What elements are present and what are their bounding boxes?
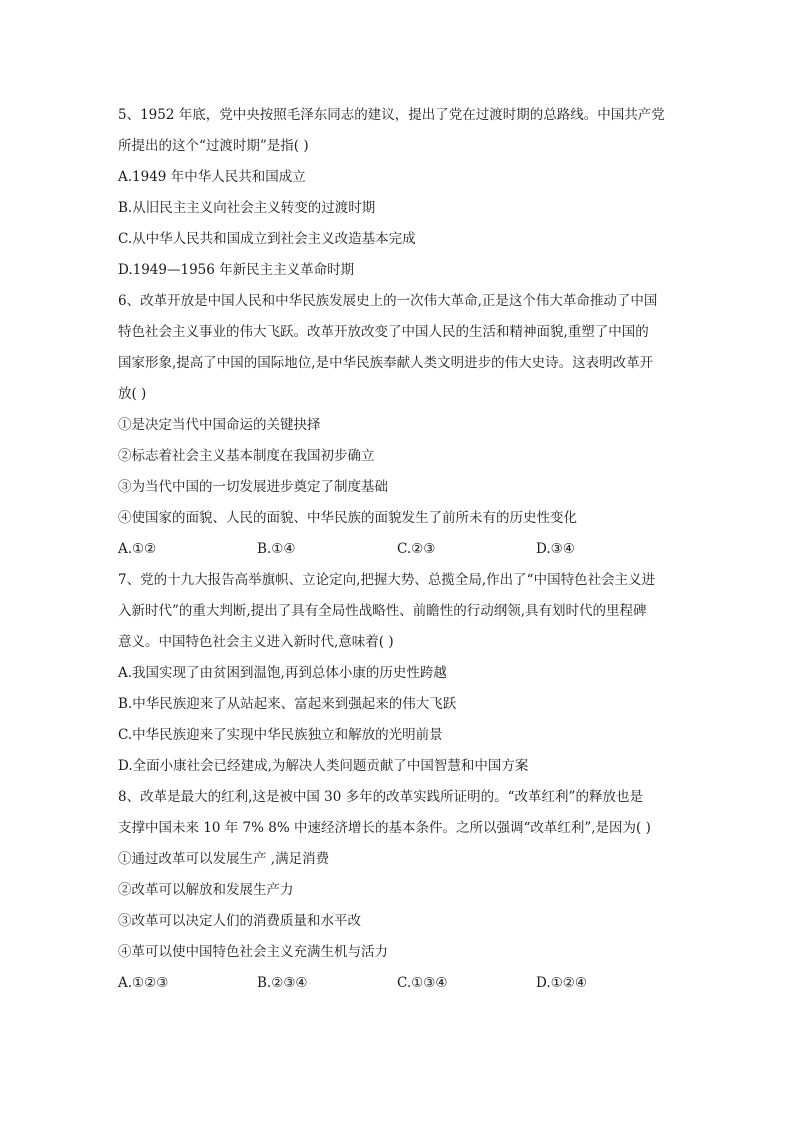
choice-d: D.③④ <box>536 541 575 557</box>
question-7 <box>118 565 678 782</box>
choice-c: C.②③ <box>397 541 436 557</box>
choice-row <box>118 968 678 999</box>
choice-a: A.①②③ <box>118 975 169 991</box>
question-stem-line: 8、改革是最大的红利,这是被中国 30 多年的改革实践所证明的。“改革红利”的释放也是 <box>118 789 643 805</box>
statement-4: ④革可以使中国特色社会主义充满生机与活力 <box>118 944 388 960</box>
question-stem-line: 特色社会主义事业的伟大飞跃。改革开放改变了中国人民的生活和精神面貌,重塑了中国的 <box>118 324 649 340</box>
question-stem-line: 国家形象,提高了中国的国际地位,是中华民族奉献人类文明进步的伟大史诗。这表明改革开 <box>118 355 654 371</box>
answer-option-c: C.中华民族迎来了实现中华民族独立和解放的光明前景 <box>118 727 443 743</box>
question-stem-line: 所提出的这个“过渡时期”是指( ) <box>118 138 309 154</box>
question-stem-line: 意义。中国特色社会主义进入新时代,意味着( ) <box>118 634 394 650</box>
question-stem-line: 支撑中国未来 10 年 7% 8% 中速经济增长的基本条件。之所以强调“改革红利”,是因为( ) <box>118 820 651 836</box>
answer-option-b: B.从旧民主主义向社会主义转变的过渡时期 <box>118 200 376 216</box>
statement-3: ③为当代中国的一切发展进步奠定了制度基础 <box>118 479 388 495</box>
question-stem-line: 7、党的十九大报告高举旗帜、立论定向,把握大势、总揽全局,作出了“中国特色社会主义进 <box>118 572 656 588</box>
statement-1: ①是决定当代中国命运的关键抉择 <box>118 417 321 433</box>
answer-option-b: B.中华民族迎来了从站起来、富起来到强起来的伟大飞跃 <box>118 696 457 712</box>
statement-3: ③改革可以决定人们的消费质量和水平改 <box>118 913 361 929</box>
choice-b: B.②③④ <box>257 975 308 991</box>
choice-b: B.①④ <box>257 541 296 557</box>
choice-d: D.①②④ <box>536 975 587 991</box>
choice-a: A.①② <box>118 541 157 557</box>
question-stem-line: 6、改革开放是中国人民和中华民族发展史上的一次伟大革命,正是这个伟大革命推动了中国 <box>118 293 658 309</box>
statement-4: ④使国家的面貌、人民的面貌、中华民族的面貌发生了前所未有的历史性变化 <box>118 510 577 526</box>
answer-option-a: A.1949 年中华人民共和国成立 <box>118 169 306 185</box>
answer-option-c: C.从中华人民共和国成立到社会主义改造基本完成 <box>118 231 416 247</box>
question-stem-line: 入新时代”的重大判断,提出了具有全局性战略性、前瞻性的行动纲领,具有划时代的里程碑 <box>118 603 647 619</box>
question-stem-line: 5、1952 年底，党中央按照毛泽东同志的建议，提出了党在过渡时期的总路线。中国共产党 <box>118 107 665 123</box>
question-8 <box>118 782 678 999</box>
answer-option-d: D.全面小康社会已经建成,为解决人类问题贡献了中国智慧和中国方案 <box>118 758 529 774</box>
question-5 <box>118 100 678 286</box>
answer-option-a: A.我国实现了由贫困到温饱,再到总体小康的历史性跨越 <box>118 665 447 681</box>
statement-2: ②标志着社会主义基本制度在我国初步确立 <box>118 448 375 464</box>
statement-1: ①通过改革可以发展生产 ,满足消费 <box>118 851 330 867</box>
choice-c: C.①③④ <box>397 975 448 991</box>
question-6 <box>118 286 678 565</box>
question-stem-line: 放( ) <box>118 386 147 402</box>
choice-row <box>118 534 678 565</box>
statement-2: ②改革可以解放和发展生产力 <box>118 882 294 898</box>
question-list <box>118 100 678 999</box>
answer-option-d: D.1949—1956 年新民主主义革命时期 <box>118 262 355 278</box>
